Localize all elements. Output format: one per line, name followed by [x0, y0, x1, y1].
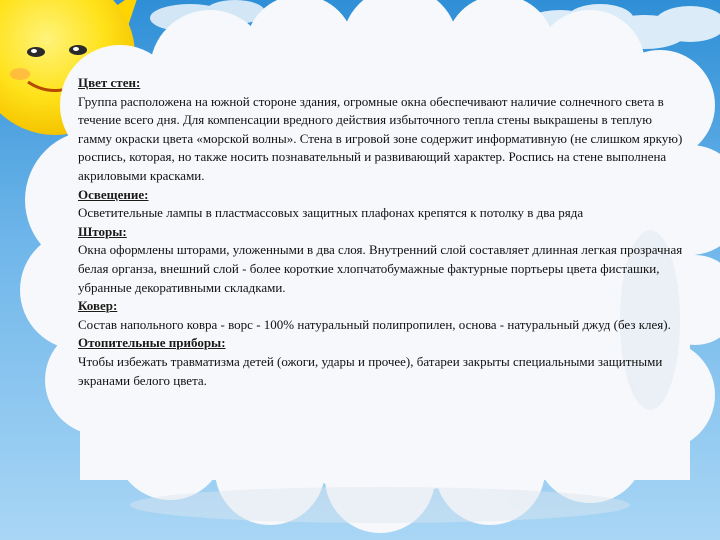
section-wall-color: [78, 74, 688, 186]
section-heading: Цвет стен:: [78, 75, 141, 90]
section-text: Окна оформлены шторами, уложенными в два слоя. Внутренний слой составляет длинная легкая прозрачная белая органза, внешний слой - более короткие хлопчатобумажные фактурные портьеры цвета фисташки, убранные декоративными складками.: [78, 242, 683, 295]
section-carpet: [78, 297, 688, 334]
section-text: Осветительные лампы в пластмассовых защитных плафонах крепятся к потолку в два ряда: [78, 205, 584, 221]
section-heading: Ковер:: [78, 298, 118, 314]
section-curtains: [78, 223, 688, 297]
section-lighting: [78, 186, 688, 223]
section-text: Группа расположена на южной стороне здания, огромные окна обеспечивают наличие солнечного света в течение всего дня. Для компенсации вредного действия избыточного тепла стены выкрашены в теплую гамму окраски цвета «морской волны». Стена в игровой зоне содержит информативную (не слишком яркую) роспись, которая, но также носить познавательный и развивающий характер. Роспись на стене выполнена акриловыми красками.: [78, 93, 683, 183]
section-heating: [78, 334, 688, 390]
document-body: [78, 74, 688, 390]
section-heading: Освещение:: [78, 186, 149, 202]
section-text: Состав напольного ковра - ворс - 100% натуральный полипропилен, основа - натуральный джуд (без клея).: [78, 316, 671, 332]
section-heading: Отопительные приборы:: [78, 335, 226, 351]
section-heading: Шторы:: [78, 223, 127, 239]
section-text: Чтобы избежать травматизма детей (ожоги, удары и прочее), батареи закрыты специальными защитными экранами белого цвета.: [78, 353, 663, 388]
